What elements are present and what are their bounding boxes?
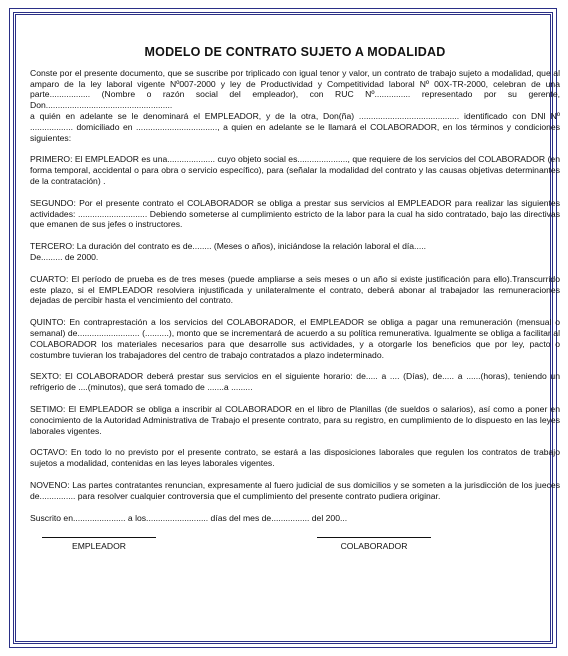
signature-label-collaborator: COLABORADOR bbox=[340, 541, 408, 552]
clause-cuarto: CUARTO: El período de prueba es de tres meses (puede ampliarse a seis meses o un año si existe justificación para ello).Transcurrido este plazo, si el EMPLEADOR resolviera injustificada y unilateralmente el contrato, deberá abonar al trabajador las remuneraciones dejadas de percibir hasta el vencimiento del contrato. bbox=[30, 273, 560, 306]
clause-noveno: NOVENO: Las partes contratantes renuncian, expresamente al fuero judicial de sus domicilios y se someten a la jurisdicción de los jueces de............... para resolver cualquier controversia que el cumplimiento del presente contrato pudiera originar. bbox=[30, 479, 560, 501]
signature-label-employer: EMPLEADOR bbox=[72, 541, 126, 552]
clause-primero: PRIMERO: El EMPLEADOR es una.................... cuyo objeto social es....................., que requiere de los servicios del COLABORADOR (en forma temporal, accidental o para obra o servicio específico), para (señalar la modalidad del contrato y las causas objetivas determinantes de la contratación) . bbox=[30, 154, 560, 186]
clause-octavo: OCTAVO: En todo lo no previsto por el presente contrato, se estará a las disposiciones laborales que regulen los contratos de trabajo sujetos a modalidad, contenidas en las leyes laborales vigentes. bbox=[30, 447, 560, 469]
document-title: MODELO DE CONTRATO SUJETO A MODALIDAD bbox=[144, 45, 446, 59]
signature-block bbox=[30, 537, 560, 577]
clause-sexto: SEXTO: El COLABORADOR deberá prestar sus servicios en el siguiente horario: de..... a .... (Días), de..... a ......(horas), teniendo un refrigerio de ....(minutos), que será tomado de .......a ......... bbox=[30, 371, 560, 393]
contract-document bbox=[30, 20, 560, 577]
signing-place-date: Suscrito en...................... a los.......................... días del mes de................ del 200... bbox=[30, 512, 348, 523]
signature-employer bbox=[42, 537, 156, 552]
signature-line-collaborator bbox=[317, 537, 431, 538]
clause-setimo: SETIMO: El EMPLEADOR se obliga a inscribir al COLABORADOR en el libro de Planillas (de sueldos o salarios), así como a poner en conocimiento de la Autoridad Administrativa de Trabajo el presente contrato, para su registro, en cumplimiento de lo dispuesto en las leyes laborales vigentes. bbox=[30, 403, 560, 436]
signature-collaborator bbox=[317, 537, 431, 552]
clause-tercero: TERCERO: La duración del contrato es de........ (Meses o años), iniciándose la relación laboral el día..... De......... de 2000. bbox=[30, 241, 426, 262]
signature-line-employer bbox=[42, 537, 156, 538]
clause-quinto: QUINTO: En contraprestación a los servicios del COLABORADOR, el EMPLEADOR se obliga a pagar una remuneración (mensual o semanal) de.......................... (..........), monto que se incrementará de acuerdo a su política remunerativa. Igualmente se obliga a facilitar al COLABORADOR los materiales necesarios para que desarrolle sus actividades, y a otorgarle los beneficios que por ley, pacto o costumbre tuvieran los trabajadores del centro de trabajo contratados a plazo indeterminado. bbox=[30, 317, 560, 360]
preamble-paragraph: Conste por el presente documento, que se suscribe por triplicado con igual tenor y valor, un contrato de trabajo sujeto a modalidad, que al amparo de la ley laboral vigente Nº007-2000 y ley de Productividad y Competitividad laboral Nº 00X-TR-2000, celebran de una parte................. (Nombre o razón social del empleador), con RUC Nº............... representado por su gerente, Don..................................................... a quién en adelante se le denominará el EMPLEADOR, y de la otra, Don(ña) .......................................... identificado con DNI Nº .................. domiciliado en .................................., a quien en adelante se le llamará el COLABORADOR, en los términos y condiciones siguientes: bbox=[30, 67, 560, 143]
clause-segundo: SEGUNDO: Por el presente contrato el COLABORADOR se obliga a prestar sus servicios al EMPLEADOR para realizar las siguientes actividades: ............................. Debiendo someterse al cumplimiento estricto de la labor para la cual ha sido contratado, bajo las directivas que emanen de sus jefes o instructores. bbox=[30, 197, 560, 230]
